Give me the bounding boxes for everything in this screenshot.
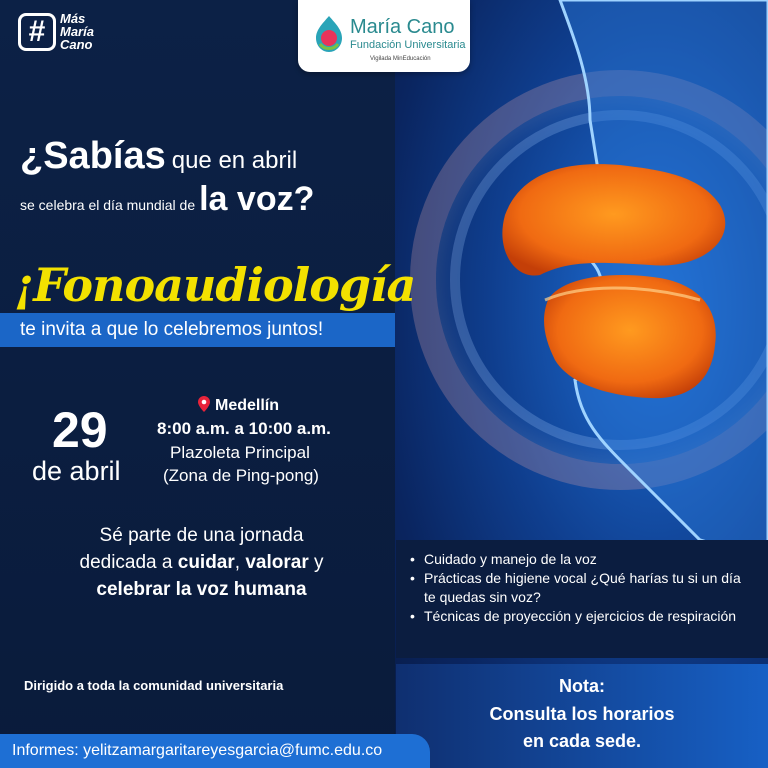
list-item: • Prácticas de higiene vocal ¿Qué harías tu si un día te quedas sin voz? [410, 570, 741, 605]
headline-line-2 [20, 180, 314, 219]
contact-footer [0, 734, 430, 768]
note-title: Nota: [559, 676, 605, 696]
headline-big: ¿Sabías [20, 135, 166, 177]
campaign-logo-line: María [60, 24, 94, 39]
institution-tagline: Vigilada MinEducación [370, 56, 431, 62]
event-zone: (Zona de Ping-pong) [163, 466, 319, 485]
headline-voz: la voz? [199, 180, 315, 218]
invite-text: te invita a que lo celebremos juntos! [20, 319, 324, 340]
campaign-logo-line: Más [60, 11, 86, 26]
event-month: de abril [32, 456, 121, 486]
description-line-3: celebrar la voz humana [96, 579, 307, 600]
institution-logo [298, 0, 470, 72]
note-line-1: Consulta los horarios [489, 704, 675, 724]
event-time: 8:00 a.m. a 10:00 a.m. [157, 419, 331, 438]
audience-text: Dirigido a toda la comunidad universitaria [24, 678, 284, 693]
event-description [24, 522, 379, 603]
event-city: Medellín [215, 397, 280, 414]
hash-icon: # [18, 13, 56, 51]
description-line-1: Sé parte de una jornada [99, 525, 304, 546]
event-day: 29 [52, 402, 108, 458]
topics-list [396, 540, 768, 658]
headline-line-1 [20, 135, 297, 178]
institution-subtitle: Fundación Universitaria [350, 39, 466, 51]
invite-banner [0, 313, 395, 347]
keyword-cuidar: cuidar [177, 552, 235, 573]
headline-small: se celebra el día mundial de [20, 197, 196, 213]
campaign-logo [18, 12, 94, 51]
keyword-valorar: valorar [245, 552, 309, 573]
event-place: Plazoleta Principal [170, 443, 310, 462]
campaign-logo-line: Cano [60, 37, 93, 52]
description-line-2: dedicada a cuidar, valorar y [79, 552, 324, 573]
note-line-2: en cada sede. [522, 731, 642, 751]
contact-email[interactable]: Informes: yelitzamargaritareyesgarcia@fumc.edu.co [12, 742, 383, 759]
headline-rest: que en abril [171, 147, 298, 174]
list-item: • Técnicas de proyección y ejercicios de respiración [410, 608, 737, 624]
location-pin-icon [198, 396, 210, 412]
list-item: • Cuidado y manejo de la voz [410, 551, 597, 567]
institution-logo-icon [312, 14, 346, 54]
program-title: ¡Fonoaudiología [14, 258, 416, 312]
note-box [396, 664, 768, 768]
institution-name: María Cano [350, 16, 455, 38]
